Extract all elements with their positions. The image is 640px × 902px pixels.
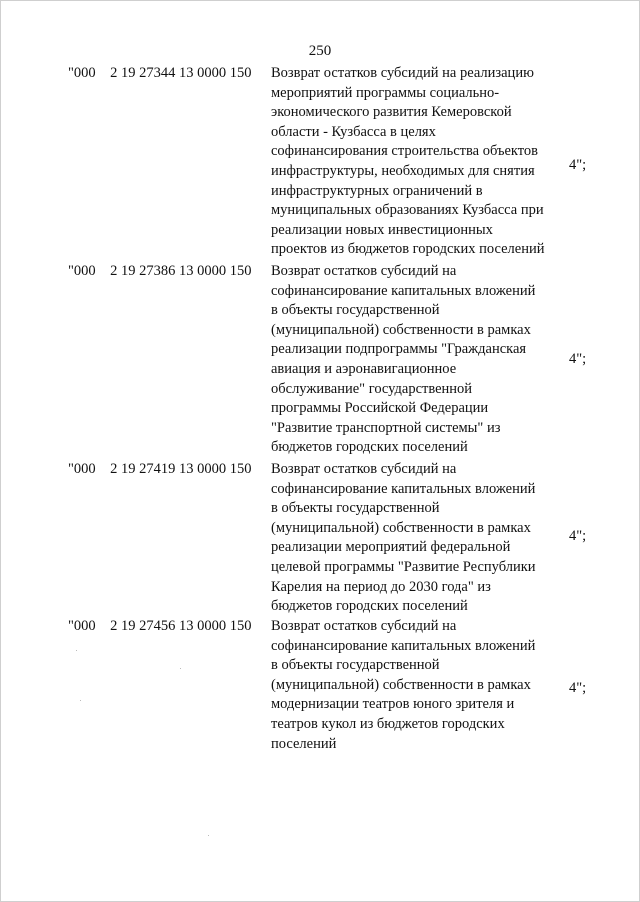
budget-code: "000 2 19 27419 13 0000 150 bbox=[68, 461, 252, 477]
scan-speck bbox=[80, 700, 81, 701]
income-description: Возврат остатков субсидий на реализацию мероприятий программы социально- экономического развития Кемеровской области - Кузбасса в целях софинансирования строительства объектов инфраструктуры, необходимых для снятия инфраструктурных ограничений в муниципальных образованиях Кузбасса при реализации новых инвестиционных проектов из бюджетов городских поселений bbox=[271, 65, 545, 258]
budget-code: "000 2 19 27456 13 0000 150 bbox=[68, 618, 252, 634]
scan-speck bbox=[180, 668, 181, 669]
income-description: Возврат остатков субсидий на софинансирование капитальных вложений в объекты государственной (муниципальной) собственности в рамках реализации мероприятий федеральной целевой программы "Развитие Республики Карелия на период до 2030 года" из бюджетов городских поселений bbox=[271, 461, 536, 615]
budget-code: "000 2 19 27344 13 0000 150 bbox=[68, 65, 252, 81]
row-value: 4"; bbox=[569, 528, 587, 544]
row-value: 4"; bbox=[569, 157, 587, 173]
row-value: 4"; bbox=[569, 351, 587, 367]
page-number: 250 bbox=[308, 43, 332, 59]
budget-code: "000 2 19 27386 13 0000 150 bbox=[68, 263, 252, 279]
row-value: 4"; bbox=[569, 680, 587, 696]
scan-speck bbox=[76, 650, 77, 651]
income-description: Возврат остатков субсидий на софинансирование капитальных вложений в объекты государственной (муниципальной) собственности в рамках реализации подпрограммы "Гражданская авиация и аэронавигационное обслуживание" государственной программы Российской Федерации "Развитие транспортной системы" из бюджетов городских поселений bbox=[271, 263, 536, 456]
income-description: Возврат остатков субсидий на софинансирование капитальных вложений в объекты государственной (муниципальной) собственности в рамках модернизации театров юного зрителя и театров кукол из бюджетов городских поселений bbox=[271, 618, 536, 752]
scan-speck bbox=[208, 835, 209, 836]
